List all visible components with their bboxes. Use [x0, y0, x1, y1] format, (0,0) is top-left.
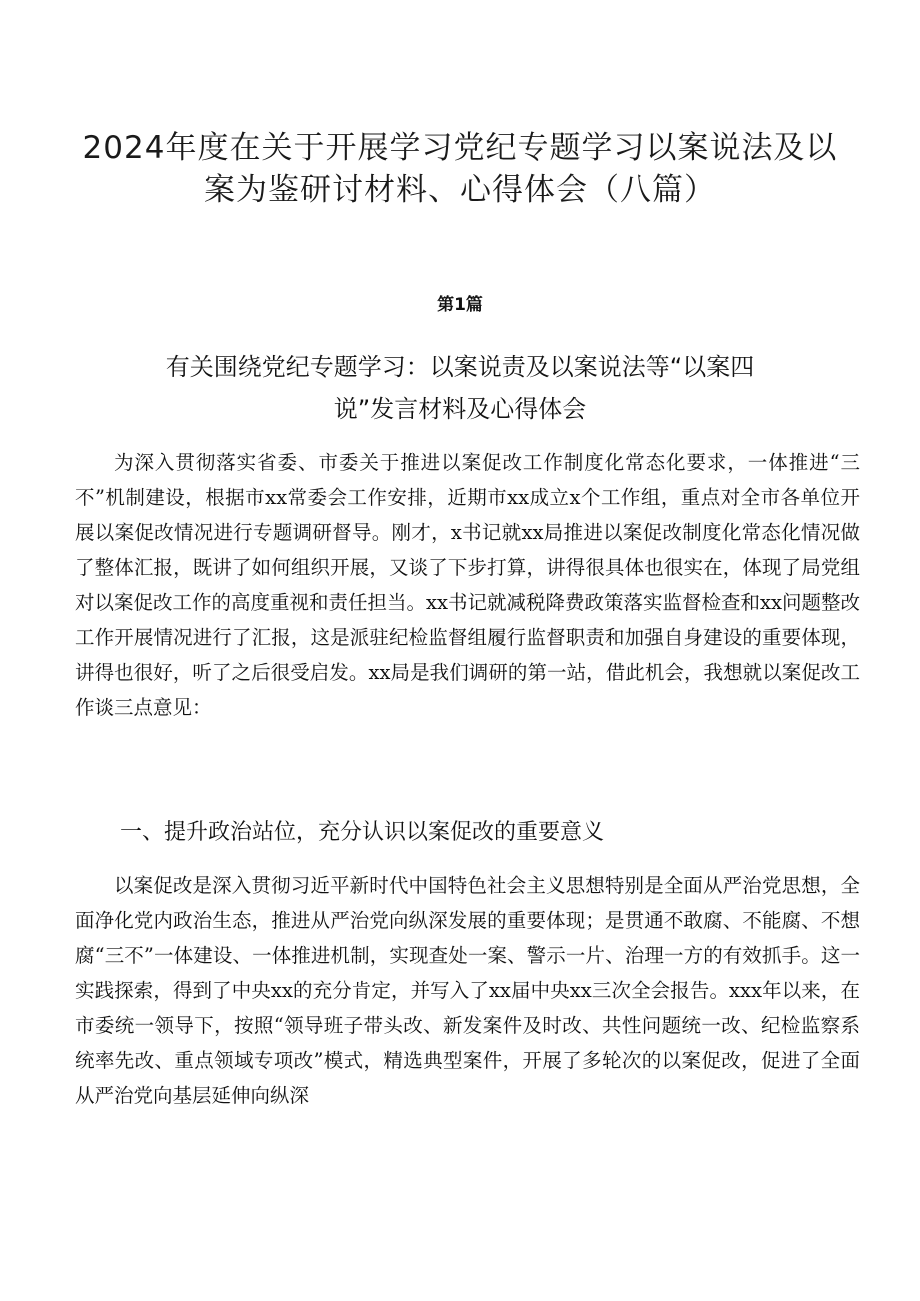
subtitle-line-2: 说”发言材料及心得体会: [333, 395, 587, 423]
document-title-line-1: 2024年度在关于开展学习党纪专题学习以案说法及以: [82, 130, 838, 166]
document-title-line-2: 案为鉴研讨材料、心得体会（八篇）: [204, 172, 716, 208]
body-paragraph-2: 以案促改是深入贯彻习近平新时代中国特色社会主义思想特别是全面从严治党思想，全面净化党内政治生态，推进从严治党向纵深发展的重要体现；是贯通不敢腐、不能腐、不想腐“三不”一体建设、一体推进机制，实现查处一案、警示一片、治理一方的有效抓手。这一实践探索，得到了中央xx的充分肯定，并写入了xx届中央xx三次全会报告。xxx年以来，在市委统一领导下，按照“领导班子带头改、新发案件及时改、共性问题统一改、纪检监察系统率先改、重点领域专项改”模式，精选典型案件，开展了多轮次的以案促改，促进了全面从严治党向基层延伸向纵深: [75, 874, 860, 1107]
body-paragraph-1: 为深入贯彻落实省委、市委关于推进以案促改工作制度化常态化要求，一体推进“三不”机制建设，根据市xx常委会工作安排，近期市xx成立x个工作组，重点对全市各单位开展以案促改情况进行专题调研督导。刚才，x书记就xx局推进以案促改制度化常态化情况做了整体汇报，既讲了如何组织开展，又谈了下步打算，讲得很具体也很实在，体现了局党组对以案促改工作的高度重视和责任担当。xx书记就减税降费政策落实监督检查和xx问题整改工作开展情况进行了汇报，这是派驻纪检监督组履行监督职责和加强自身建设的重要体现，讲得也很好，听了之后很受启发。xx局是我们调研的第一站，借此机会，我想就以案促改工作谈三点意见：: [75, 451, 860, 719]
subtitle-line-1: 有关围绕党纪专题学习：以案说责及以案说法等“以案四: [165, 353, 755, 381]
section-label: 第1篇: [437, 295, 483, 315]
section-heading-1: 一、提升政治站位，充分认识以案促改的重要意义: [120, 820, 605, 845]
